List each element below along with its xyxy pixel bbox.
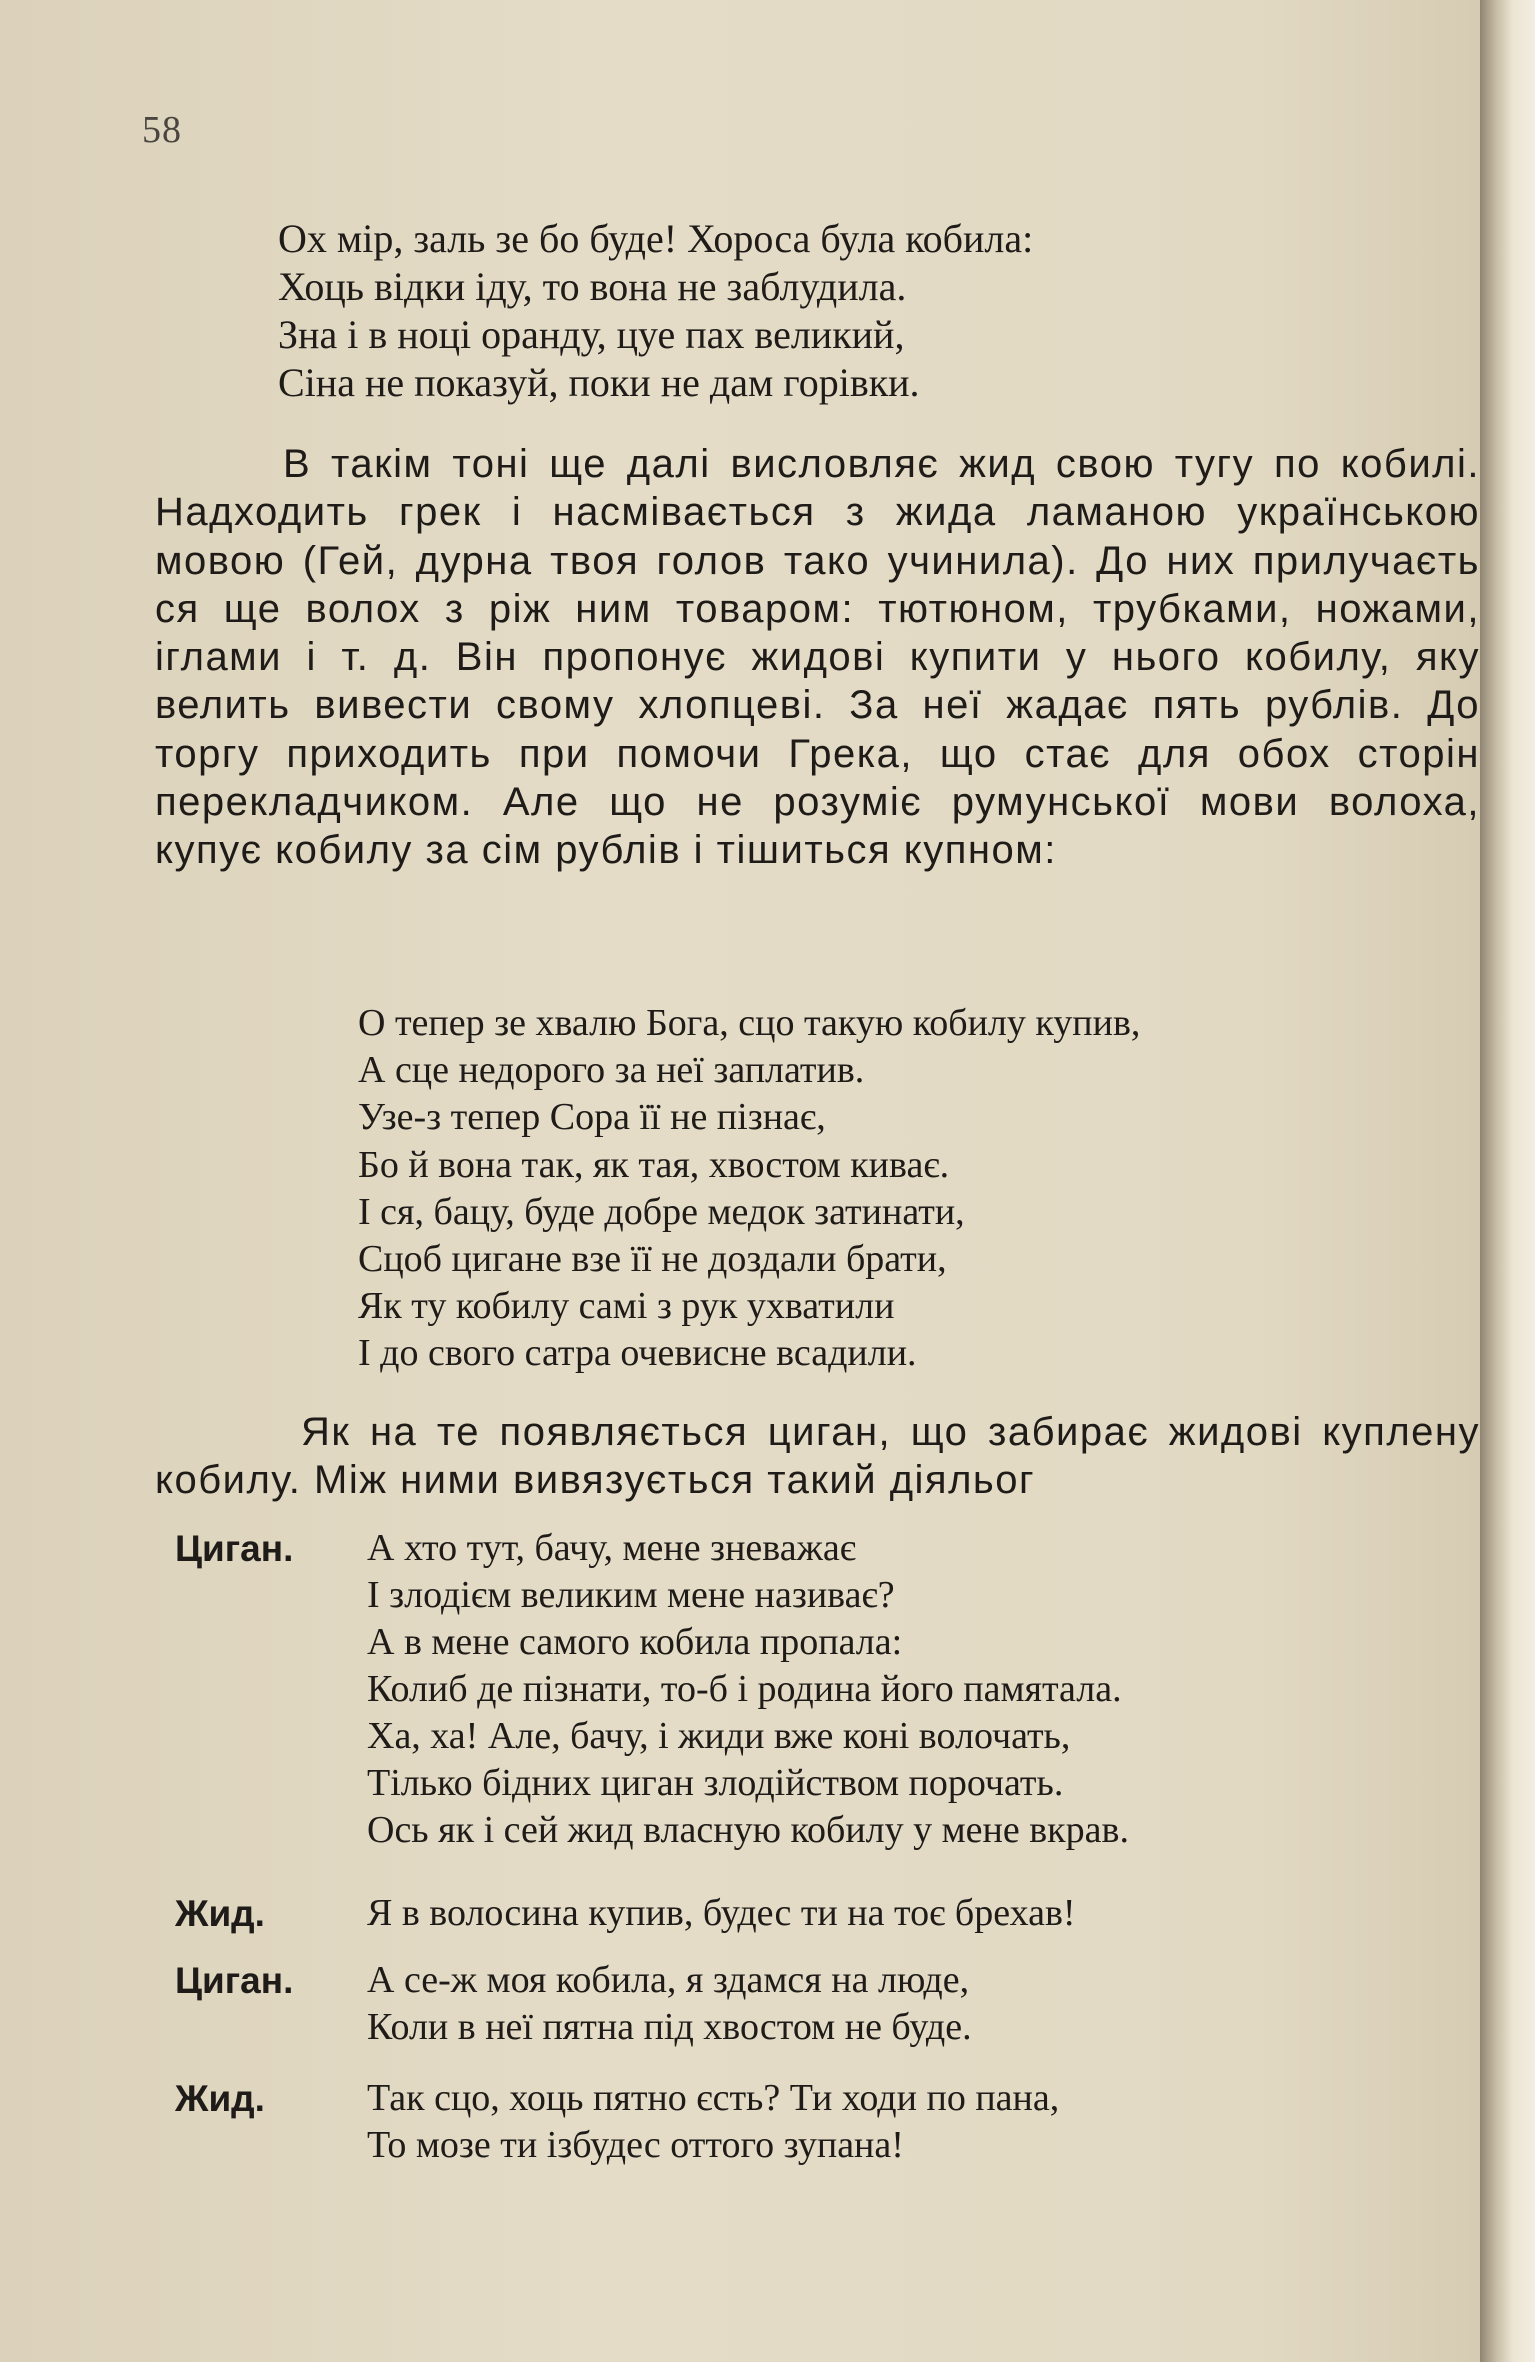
verse-stanza-1 (278, 215, 1033, 407)
speech-lines (367, 1957, 972, 2051)
speaker-name: Жид. (175, 1893, 265, 1934)
verse-line: А сце недорого за неї заплатив. (358, 1049, 865, 1092)
speech-line: Ось як і сей жид власную кобилу у мене вкрав. (367, 1809, 1129, 1851)
paragraph-narrative-2: Як на те появляється циган, що забирає жидові куплену кобилу. Між ними вивязується такий діяльог (155, 1410, 1480, 1503)
speech-line: А в мене самого кобила пропала: (367, 1621, 903, 1663)
page-edge (1480, 0, 1535, 2362)
speech-lines (367, 1525, 1129, 1854)
speech-lines (367, 2075, 1059, 2169)
speech-line: А се-ж моя кобила, я здамся на люде, (367, 1959, 970, 2001)
speech-line: І злодієм великим мене називає? (367, 1574, 895, 1616)
paragraph-narrative-1: В такім тоні ще далі висловляє жид свою тугу по кобилі. Надходить грек і насмівається з жида ламаною українською мовою (Гей, дурна твоя голов тако учинила). До них прилучаєть ся ще волох з ріж ним товаром: тютюном, трубками, ножами, іглами і т. д. Він пропонує жидові купити у нього кобилу, яку велить вивести свому хлопцеві. За неї жадає пять рублів. До торгу приходить при помочи Грека, що стає для обох сторін перекладчиком. Але що не розуміє румунської мови волоха, купує кобилу за сім рублів і тішиться купном: (155, 442, 1480, 873)
speech-line: Коли в неї пятна під хвостом не буде. (367, 2006, 972, 2048)
verse-line: О тепер зе хвалю Бога, сцо такую кобилу купив, (358, 1002, 1141, 1044)
verse-line: Як ту кобилу самі з рук ухватили (358, 1285, 895, 1328)
speech-line: Ха, ха! Але, бачу, і жиди вже коні волочать, (367, 1715, 1071, 1757)
speech-lines (367, 1890, 1076, 1937)
verse-stanza-2 (358, 1000, 1140, 1378)
speech-line: Колиб де пізнати, то-б і родина його памятала. (367, 1668, 1122, 1710)
speaker-name: Циган. (175, 1960, 294, 2001)
speech-line: Так сцо, хоць пятно єсть? Ти ходи по пана, (367, 2077, 1060, 2119)
verse-line: Узе-з тепер Сора її не пізнає, (358, 1096, 826, 1139)
verse-line: І до свого сатра очевисне всадили. (358, 1332, 917, 1375)
speech-line: То мозе ти ізбудес оттого зупана! (367, 2124, 904, 2166)
verse-line: Ох мір, заль зе бо буде! Хороса була кобила: (278, 216, 1034, 261)
verse-line: Бо й вона так, як тая, хвостом киває. (358, 1143, 950, 1186)
speech-line: Я в волосина купив, будес ти на тоє брехав! (367, 1892, 1076, 1934)
verse-line: Зна і в ноці оранду, цуе пах великий, (278, 312, 905, 357)
verse-line: І ся, бацу, буде добре медок затинати, (358, 1190, 965, 1233)
speaker-name: Циган. (175, 1528, 294, 1569)
speech-line: Тілько бідних циган злодійством порочать. (367, 1762, 1064, 1804)
speaker-name: Жид. (175, 2078, 265, 2119)
verse-line: Сіна не показуй, поки не дам горівки. (278, 360, 920, 405)
verse-line: Хоць відки іду, то вона не заблудила. (278, 264, 907, 309)
verse-line: Сцоб цигане взе її не доздали брати, (358, 1238, 947, 1281)
speech-line: А хто тут, бачу, мене зневажає (367, 1527, 857, 1569)
page-number: 58 (142, 109, 182, 151)
